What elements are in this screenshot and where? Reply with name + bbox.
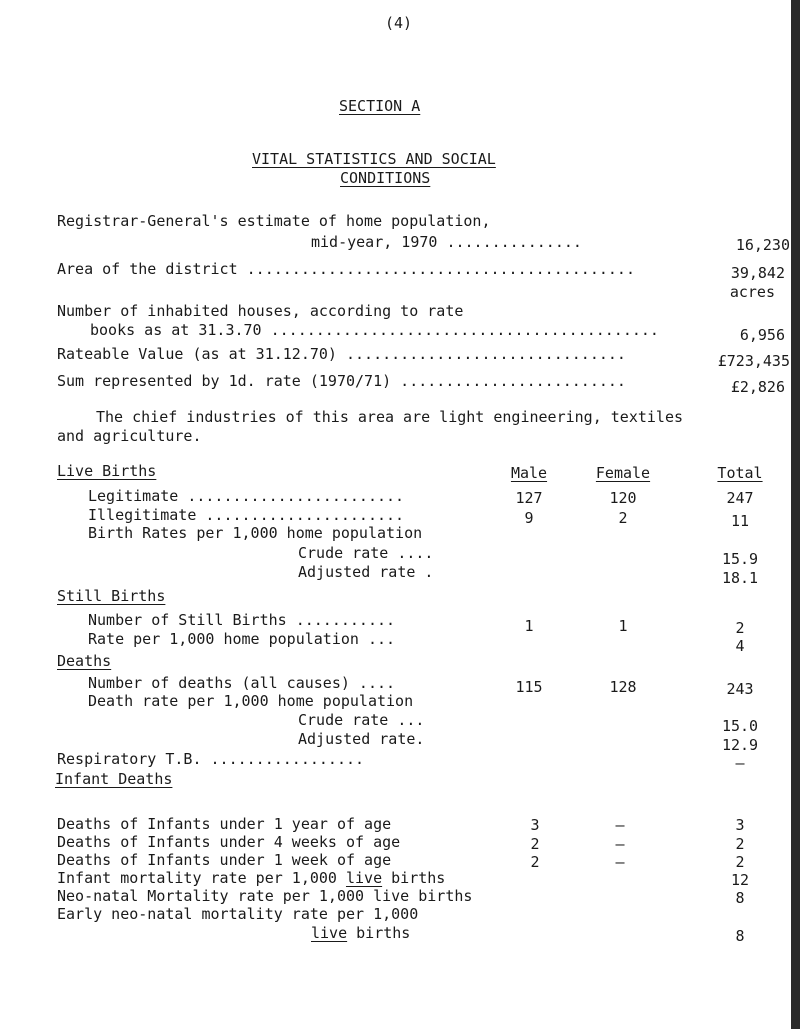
early-neonatal-label-2 (311, 924, 410, 942)
deaths-total: 243 (726, 680, 754, 698)
infant-under-4-weeks-male: 2 (530, 835, 540, 853)
legitimate-label: Legitimate ........................ (88, 487, 405, 505)
sum-label: Sum represented by 1d. rate (1970/71) ......................... (57, 372, 626, 390)
birth-rates-label: Birth Rates per 1,000 home population (88, 524, 423, 542)
still-births-male: 1 (524, 617, 534, 635)
imr-label-pre: Infant mortality rate per 1,000 (57, 869, 346, 887)
illegitimate-male: 9 (524, 509, 534, 527)
still-births-rate-label: Rate per 1,000 home population ... (88, 630, 396, 648)
deaths-female: 128 (609, 678, 637, 696)
infant-under-4-weeks-female: – (615, 835, 625, 853)
col-header-female: Female (595, 464, 651, 482)
death-crude-label: Crude rate ... (298, 711, 425, 729)
infant-under-4-weeks-total: 2 (735, 835, 745, 853)
population-value: 16,230 (735, 236, 790, 254)
rateable-value: £723,435 (717, 352, 790, 370)
still-births-heading: Still Births (57, 587, 166, 605)
illegitimate-female: 2 (618, 509, 628, 527)
infant-mortality-rate-total: 12 (730, 871, 750, 889)
infant-under-1-year-male: 3 (530, 816, 540, 834)
birth-crude-label: Crude rate .... (298, 544, 434, 562)
infant-under-1-week-label: Deaths of Infants under 1 week of age (57, 851, 392, 869)
illegitimate-label: Illegitimate ...................... (88, 506, 405, 524)
death-rate-label: Death rate per 1,000 home population (88, 692, 414, 710)
respiratory-tb-label: Respiratory T.B. ................. (57, 750, 365, 768)
birth-crude-total: 15.9 (721, 550, 759, 568)
infant-under-4-weeks-label: Deaths of Infants under 4 weeks of age (57, 833, 401, 851)
population-label-2: mid-year, 1970 ............... (311, 233, 582, 251)
legitimate-male: 127 (515, 489, 543, 507)
live-births-heading: Live Births (57, 462, 157, 480)
death-crude-total: 15.0 (721, 717, 759, 735)
area-unit: acres (729, 283, 775, 301)
respiratory-tb-total: – (735, 754, 745, 772)
area-label: Area of the district ........................................... (57, 260, 635, 278)
deaths-number-label: Number of deaths (all causes) .... (88, 674, 396, 692)
section-title: SECTION A (339, 97, 421, 115)
population-label-1: Registrar-General's estimate of home population, (57, 212, 491, 230)
col-header-male: Male (510, 464, 548, 482)
early-neonatal-label-1: Early neo-natal mortality rate per 1,000 (57, 905, 419, 923)
infant-under-1-week-female: – (615, 853, 625, 871)
infant-under-1-year-total: 3 (735, 816, 745, 834)
still-births-number-label: Number of Still Births ........... (88, 611, 396, 629)
infant-mortality-rate-label (57, 869, 445, 887)
neonatal-mortality-label: Neo-natal Mortality rate per 1,000 live births (57, 887, 473, 905)
infant-under-1-week-male: 2 (530, 853, 540, 871)
scan-edge (791, 0, 800, 1029)
birth-adjusted-label: Adjusted rate . (298, 563, 434, 581)
rateable-label: Rateable Value (as at 31.12.70) ............................... (57, 345, 626, 363)
page-number: (4) (385, 14, 413, 32)
col-header-total: Total (717, 464, 763, 482)
infant-deaths-heading: Infant Deaths (55, 770, 173, 788)
infant-under-1-year-female: – (615, 816, 625, 834)
death-adjusted-total: 12.9 (721, 736, 759, 754)
deaths-heading: Deaths (57, 652, 112, 670)
imr-label-live: live (345, 869, 383, 887)
birth-adjusted-total: 18.1 (721, 569, 759, 587)
industries-line-2: and agriculture. (57, 427, 202, 445)
legitimate-female: 120 (609, 489, 637, 507)
early-label-post: births (347, 924, 411, 942)
death-adjusted-label: Adjusted rate. (298, 730, 425, 748)
area-value: 39,842 (730, 264, 785, 282)
imr-label-post: births (382, 869, 446, 887)
infant-under-1-week-total: 2 (735, 853, 745, 871)
houses-value: 6,956 (739, 326, 785, 344)
still-births-total: 2 (735, 619, 745, 637)
still-births-rate-total: 4 (735, 637, 745, 655)
illegitimate-total: 11 (730, 512, 750, 530)
early-neonatal-total: 8 (735, 927, 745, 945)
deaths-male: 115 (515, 678, 543, 696)
neonatal-mortality-total: 8 (735, 889, 745, 907)
still-births-female: 1 (618, 617, 628, 635)
main-heading-line-2: CONDITIONS (340, 169, 431, 187)
legitimate-total: 247 (726, 489, 754, 507)
sum-value: £2,826 (730, 378, 785, 396)
infant-under-1-year-label: Deaths of Infants under 1 year of age (57, 815, 392, 833)
main-heading-line-1: VITAL STATISTICS AND SOCIAL (252, 150, 496, 168)
early-label-live: live (311, 924, 348, 942)
industries-line-1: The chief industries of this area are light engineering, textiles (96, 408, 683, 426)
houses-label-1: Number of inhabited houses, according to rate (57, 302, 464, 320)
houses-label-2: books as at 31.3.70 ........................................... (90, 321, 659, 339)
